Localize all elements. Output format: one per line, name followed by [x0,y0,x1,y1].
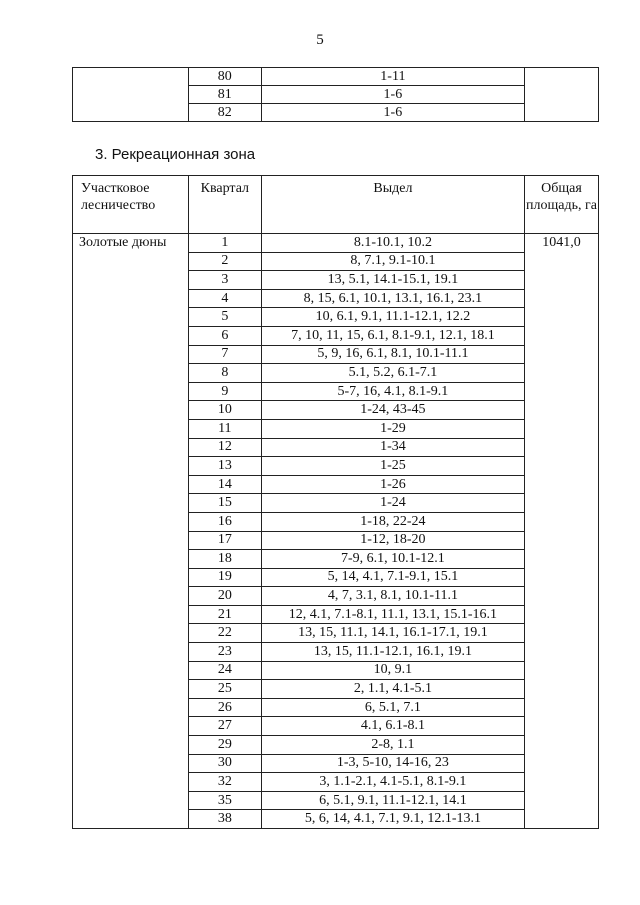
continued-table-body [73,68,599,122]
kvartal-cell: 10 [188,401,261,420]
vydel-cell: 1-6 [261,104,524,122]
kvartal-cell: 30 [188,754,261,773]
vydel-cell: 1-34 [261,438,524,457]
kvartal-cell: 38 [188,810,261,829]
vydel-cell: 2, 1.1, 4.1-5.1 [261,680,524,699]
vydel-cell: 5.1, 5.2, 6.1-7.1 [261,364,524,383]
vydel-cell: 1-6 [261,86,524,104]
kvartal-cell: 23 [188,643,261,662]
kvartal-cell: 82 [188,104,261,122]
recreation-zone-table [72,175,599,829]
kvartal-cell: 1 [188,234,261,253]
kvartal-cell: 29 [188,736,261,755]
vydel-cell: 12, 4.1, 7.1-8.1, 11.1, 13.1, 15.1-16.1 [261,605,524,624]
vydel-cell: 6, 5.1, 7.1 [261,698,524,717]
vydel-cell: 8, 7.1, 9.1-10.1 [261,252,524,271]
vydel-cell: 10, 9.1 [261,661,524,680]
vydel-cell: 4, 7, 3.1, 8.1, 10.1-11.1 [261,587,524,606]
section-heading: 3. Рекреационная зона [95,146,256,163]
kvartal-cell: 26 [188,698,261,717]
header-forestry: Участковое лесничество [73,176,189,234]
vydel-cell: 7-9, 6.1, 10.1-12.1 [261,550,524,569]
vydel-cell: 1-24 [261,494,524,513]
total-area-cell: 1041,0 [525,234,599,829]
kvartal-cell: 27 [188,717,261,736]
kvartal-cell: 20 [188,587,261,606]
vydel-cell: 1-18, 22-24 [261,512,524,531]
vydel-cell: 5-7, 16, 4.1, 8.1-9.1 [261,382,524,401]
vydel-cell: 13, 15, 11.1, 14.1, 16.1-17.1, 19.1 [261,624,524,643]
recreation-zone-table-body [73,234,599,829]
vydel-cell: 4.1, 6.1-8.1 [261,717,524,736]
kvartal-cell: 80 [188,68,261,86]
vydel-cell: 10, 6.1, 9.1, 11.1-12.1, 12.2 [261,308,524,327]
kvartal-cell: 16 [188,512,261,531]
kvartal-cell: 32 [188,773,261,792]
kvartal-cell: 14 [188,475,261,494]
kvartal-cell: 4 [188,289,261,308]
kvartal-cell: 3 [188,271,261,290]
vydel-cell: 1-29 [261,419,524,438]
vydel-cell: 8, 15, 6.1, 10.1, 13.1, 16.1, 23.1 [261,289,524,308]
header-vydel: Выдел [261,176,524,234]
vydel-cell: 1-3, 5-10, 14-16, 23 [261,754,524,773]
vydel-cell: 1-25 [261,457,524,476]
header-area: Общая площадь, га [525,176,599,234]
vydel-cell: 2-8, 1.1 [261,736,524,755]
vydel-cell: 13, 5.1, 14.1-15.1, 19.1 [261,271,524,290]
kvartal-cell: 18 [188,550,261,569]
table-header-row [73,176,599,234]
kvartal-cell: 12 [188,438,261,457]
area-cell-empty [525,68,599,122]
kvartal-cell: 25 [188,680,261,699]
vydel-cell: 7, 10, 11, 15, 6.1, 8.1-9.1, 12.1, 18.1 [261,326,524,345]
vydel-cell: 1-12, 18-20 [261,531,524,550]
continued-table [72,67,599,122]
table-row [73,234,599,253]
kvartal-cell: 5 [188,308,261,327]
table-row [73,68,599,86]
vydel-cell: 1-11 [261,68,524,86]
kvartal-cell: 9 [188,382,261,401]
vydel-cell: 3, 1.1-2.1, 4.1-5.1, 8.1-9.1 [261,773,524,792]
vydel-cell: 1-26 [261,475,524,494]
kvartal-cell: 19 [188,568,261,587]
vydel-cell: 13, 15, 11.1-12.1, 16.1, 19.1 [261,643,524,662]
kvartal-cell: 2 [188,252,261,271]
kvartal-cell: 21 [188,605,261,624]
vydel-cell: 8.1-10.1, 10.2 [261,234,524,253]
forestry-name-cell: Золотые дюны [73,234,189,829]
kvartal-cell: 81 [188,86,261,104]
kvartal-cell: 15 [188,494,261,513]
kvartal-cell: 7 [188,345,261,364]
forestry-cell-empty [73,68,189,122]
kvartal-cell: 8 [188,364,261,383]
kvartal-cell: 24 [188,661,261,680]
kvartal-cell: 22 [188,624,261,643]
kvartal-cell: 11 [188,419,261,438]
header-kvartal: Квартал [188,176,261,234]
kvartal-cell: 17 [188,531,261,550]
page-number: 5 [316,32,324,48]
vydel-cell: 5, 6, 14, 4.1, 7.1, 9.1, 12.1-13.1 [261,810,524,829]
vydel-cell: 1-24, 43-45 [261,401,524,420]
kvartal-cell: 6 [188,326,261,345]
vydel-cell: 5, 14, 4.1, 7.1-9.1, 15.1 [261,568,524,587]
vydel-cell: 6, 5.1, 9.1, 11.1-12.1, 14.1 [261,791,524,810]
kvartal-cell: 13 [188,457,261,476]
vydel-cell: 5, 9, 16, 6.1, 8.1, 10.1-11.1 [261,345,524,364]
kvartal-cell: 35 [188,791,261,810]
